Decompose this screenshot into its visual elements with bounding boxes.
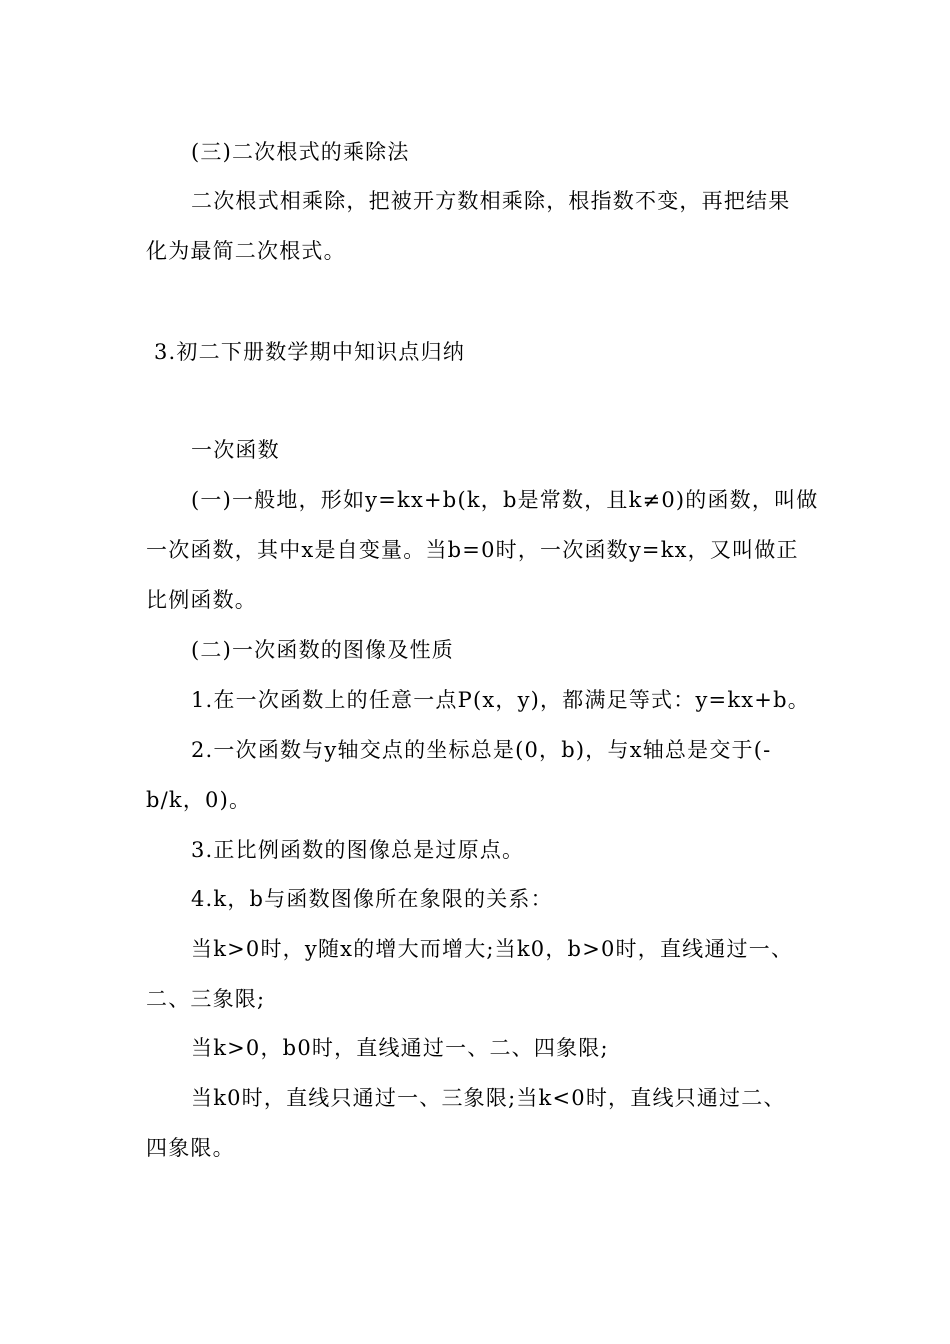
paragraph-line: 一次函数，其中x是自变量。当b=0时，一次函数y=kx，又叫做正 bbox=[146, 538, 799, 562]
paragraph-line: 二、三象限; bbox=[146, 987, 266, 1011]
paragraph-line: 化为最简二次根式。 bbox=[146, 239, 346, 263]
list-item: 2.一次函数与y轴交点的坐标总是(0，b)，与x轴总是交于(- bbox=[191, 738, 772, 762]
paragraph-line: 二次根式相乘除，把被开方数相乘除，根指数不变，再把结果 bbox=[191, 189, 791, 213]
chapter-heading: 3.初二下册数学期中知识点归纳 bbox=[154, 340, 466, 364]
paragraph-line: 四象限。 bbox=[146, 1136, 235, 1160]
list-item: 4.k，b与函数图像所在象限的关系： bbox=[191, 887, 553, 911]
paragraph-line: (一)一般地，形如y=kx+b(k，b是常数，且k≠0)的函数，叫做 bbox=[191, 488, 819, 512]
paragraph-line: 当k>0，b0时，直线通过一、二、四象限; bbox=[191, 1036, 609, 1060]
subsection-heading: (二)一次函数的图像及性质 bbox=[191, 638, 454, 662]
section-heading-linear-function: 一次函数 bbox=[191, 438, 280, 462]
paragraph-line: 比例函数。 bbox=[146, 588, 257, 612]
paragraph-line: 当k0时，直线只通过一、三象限;当k<0时，直线只通过二、 bbox=[191, 1086, 786, 1110]
section-heading-multiplication-division: (三)二次根式的乘除法 bbox=[191, 140, 410, 164]
list-item: 1.在一次函数上的任意一点P(x，y)，都满足等式：y=kx+b。 bbox=[191, 688, 810, 712]
list-item: 3.正比例函数的图像总是过原点。 bbox=[191, 838, 525, 862]
paragraph-line: 当k>0时，y随x的增大而增大;当k0，b>0时，直线通过一、 bbox=[191, 937, 794, 961]
list-item-continuation: b/k，0)。 bbox=[146, 788, 252, 812]
